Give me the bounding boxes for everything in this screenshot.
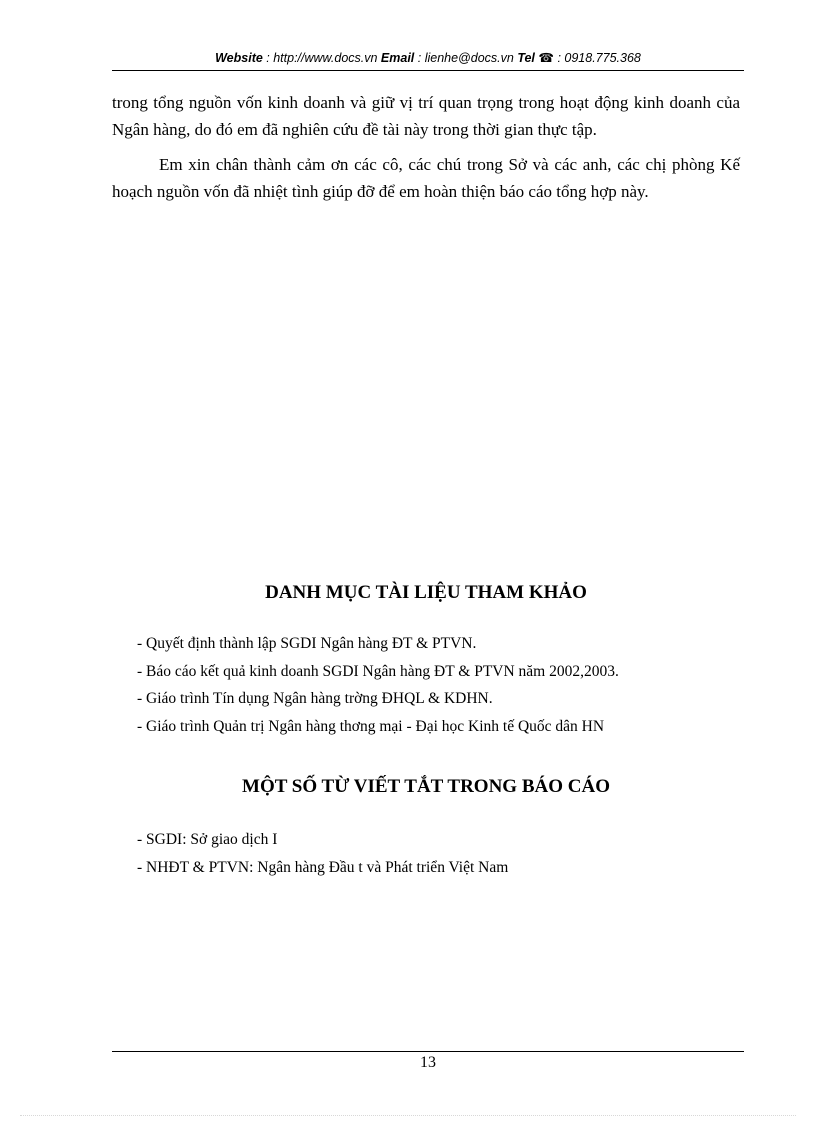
abbreviation-item: - SGDI: Sở giao dịch I [137,831,278,848]
email-label: Email [380,51,415,65]
reference-item: - Giáo trình Tín dụng Ngân hàng trờng ĐHQL & KDHN. [137,690,493,707]
page-number: 13 [420,1054,436,1071]
tel-value: : 0918.775.368 [553,51,641,65]
abbreviations-heading: MỘT SỐ TỪ VIẾT TẮT TRONG BÁO CÁO [242,776,610,797]
abbreviations-list [137,826,508,881]
header-divider [112,70,744,71]
tel-label: Tel [517,51,535,65]
website-value: : http://www.docs.vn [262,51,381,65]
references-heading: DANH MỤC TÀI LIỆU THAM KHẢO [265,582,587,603]
page-bottom-dotted-line [20,1115,796,1116]
phone-icon: ☎ [538,51,554,65]
reference-item: - Quyết định thành lập SGDI Ngân hàng ĐT & PTVN. [137,635,477,652]
abbreviation-item: - NHĐT & PTVN: Ngân hàng Đầu t và Phát triển Việt Nam [137,858,509,876]
body-paragraph-1: trong tổng nguồn vốn kinh doanh và giữ vị trí quan trọng trong hoạt động kinh doanh của Ngân hàng, do đó em đã nghiên cứu đề tài này trong thời gian thực tập. [112,93,740,139]
footer-divider [112,1051,744,1052]
reference-item: - Báo cáo kết quả kinh doanh SGDI Ngân hàng ĐT & PTVN năm 2002,2003. [137,662,619,680]
references-list [137,630,619,740]
email-value: : lienhe@docs.vn [414,51,518,65]
page-header [112,50,744,68]
website-label: Website [215,51,263,65]
body-paragraph-2: Em xin chân thành cảm ơn các cô, các chú trong Sở và các anh, các chị phòng Kế hoạch nguồn vốn đã nhiệt tình giúp đỡ để em hoàn thiện báo cáo tổng hợp này. [112,155,740,201]
reference-item: - Giáo trình Quản trị Ngân hàng thơng mại - Đại học Kinh tế Quốc dân HN [137,717,605,735]
